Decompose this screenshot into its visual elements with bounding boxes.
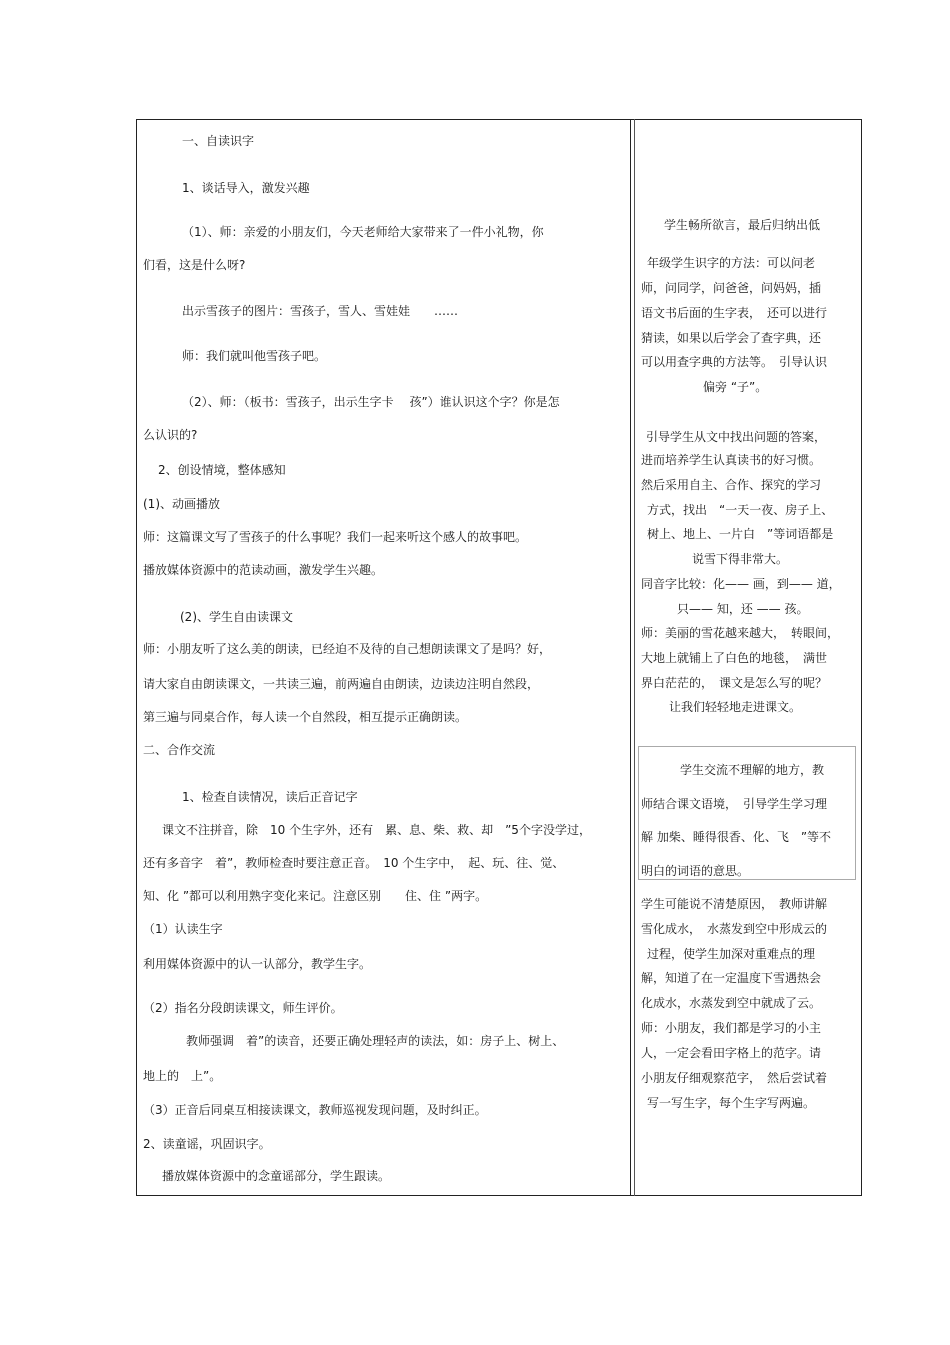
text-line: 播放媒体资源中的念童谣部分，学生跟读。 — [162, 1169, 391, 1183]
text-line: 师：我们就叫他雪孩子吧。 — [182, 349, 327, 363]
text-line: (1)、动画播放 — [143, 497, 220, 511]
text-line: 教师强调 着”的读音，还要正确处理轻声的读法，如：房子上、树上、 — [186, 1034, 565, 1048]
text-line: 师：小朋友听了这么美的朗读，已经迫不及待的自己想朗读课文了是吗？好， — [143, 642, 552, 656]
text-line: 播放媒体资源中的范读动画，激发学生兴趣。 — [143, 563, 384, 577]
text-line: 1、检查自读情况，读后正音记字 — [182, 790, 358, 804]
note-line: 学生可能说不清楚原因， 教师讲解 — [641, 897, 828, 911]
note-line: 师：小朋友，我们都是学习的小主 — [641, 1021, 822, 1035]
text-line: （1）认读生字 — [143, 922, 223, 936]
note-line: 引导学生从文中找出问题的答案， — [646, 430, 827, 444]
note-line: 师结合课文语境， 引导学生学习理 — [641, 797, 828, 811]
note-line: 学生交流不理解的地方，教 — [680, 763, 825, 777]
text-line: (2)、学生自由读课文 — [180, 610, 293, 624]
text-line: 们看，这是什么呀? — [143, 258, 246, 272]
column-divider — [630, 119, 631, 1196]
text-line: 一、自读识字 — [182, 134, 255, 148]
note-line: 方式，找出 “一天一夜、房子上、 — [647, 503, 834, 517]
note-line: 化成水，水蒸发到空中就成了云。 — [641, 996, 822, 1010]
text-line: 出示雪孩子的图片：雪孩子，雪人、雪娃娃 …… — [182, 304, 459, 318]
note-line: 可以用查字典的方法等。 引导认识 — [641, 355, 828, 369]
note-line: 写一写生字，每个生字写两遍。 — [647, 1096, 816, 1110]
note-line: 明白的词语的意思。 — [641, 864, 750, 878]
text-line: 地上的 上”。 — [143, 1069, 222, 1083]
note-line: 解 加柴、睡得很香、化、飞 ”等不 — [641, 830, 832, 844]
note-line: 只—— 知，还 —— 孩。 — [677, 602, 809, 616]
note-line: 雪化成水， 水蒸发到空中形成云的 — [641, 922, 828, 936]
column-divider-inner — [634, 119, 635, 1196]
note-line: 解，知道了在一定温度下雪遇热会 — [641, 971, 822, 985]
text-line: 师：这篇课文写了雪孩子的什么事呢？我们一起来听这个感人的故事吧。 — [143, 530, 528, 544]
note-line: 猜读，如果以后学会了查字典，还 — [641, 331, 822, 345]
note-line: 人，一定会看田字格上的范字。请 — [641, 1046, 822, 1060]
text-line: （2）、师：（板书：雪孩子，出示生字卡 孩”）谁认识这个字？你是怎 — [182, 395, 560, 409]
note-line: 树上、地上、一片白 ”等词语都是 — [647, 527, 834, 541]
text-line: （3）正音后同桌互相接读课文，教师巡视发现问题，及时纠正。 — [143, 1103, 487, 1117]
note-line: 学生畅所欲言，最后归纳出低 — [664, 218, 821, 232]
text-line: 2、创设情境，整体感知 — [158, 463, 286, 477]
text-line: 么认识的? — [143, 428, 198, 442]
note-line: 师：美丽的雪花越来越大， 转眼间， — [641, 626, 840, 640]
note-line: 语文书后面的生字表， 还可以进行 — [641, 306, 828, 320]
note-line: 小朋友仔细观察范字， 然后尝试着 — [641, 1071, 828, 1085]
note-line: 让我们轻轻地走进课文。 — [669, 700, 802, 714]
note-line: 说雪下得非常大。 — [692, 552, 789, 566]
text-line: 请大家自由朗读课文，一共读三遍，前两遍自由朗读，边读边注明自然段， — [143, 677, 540, 691]
text-line: （2）指名分段朗读课文，师生评价。 — [143, 1001, 343, 1015]
text-line: 1、谈话导入，激发兴趣 — [182, 181, 310, 195]
note-line: 同音字比较：化—— 画，到—— 道， — [641, 577, 841, 591]
text-line: 还有多音字 着”，教师检查时要注意正音。 10 个生字中， 起、玩、往、觉、 — [143, 856, 565, 870]
text-line: 第三遍与同桌合作，每人读一个自然段，相互提示正确朗读。 — [143, 710, 468, 724]
note-line: 界白茫茫的， 课文是怎么写的呢？ — [641, 676, 828, 690]
note-line: 进而培养学生认真读书的好习惯。 — [641, 453, 822, 467]
note-line: 大地上就铺上了白色的地毯， 满世 — [641, 651, 828, 665]
text-line: 课文不注拼音，除 10 个生字外，还有 累、息、柴、救、却 ”5个字没学过， — [162, 823, 591, 837]
note-line: 过程，使学生加深对重难点的理 — [647, 947, 816, 961]
note-line: 然后采用自主、合作、探究的学习 — [641, 478, 822, 492]
text-line: （1）、师：亲爱的小朋友们，今天老师给大家带来了一件小礼物，你 — [182, 225, 544, 239]
text-line: 二、合作交流 — [143, 743, 216, 757]
text-line: 利用媒体资源中的认一认部分，教学生字。 — [143, 957, 372, 971]
note-line: 偏旁 “子”。 — [703, 380, 768, 394]
text-line: 知、化 ”都可以利用熟字变化来记。注意区别 住、住 ”两字。 — [143, 889, 488, 903]
note-line: 师，问同学，问爸爸，问妈妈，插 — [641, 281, 822, 295]
note-line: 年级学生识字的方法：可以问老 — [647, 256, 816, 270]
text-line: 2、读童谣，巩固识字。 — [143, 1137, 271, 1151]
